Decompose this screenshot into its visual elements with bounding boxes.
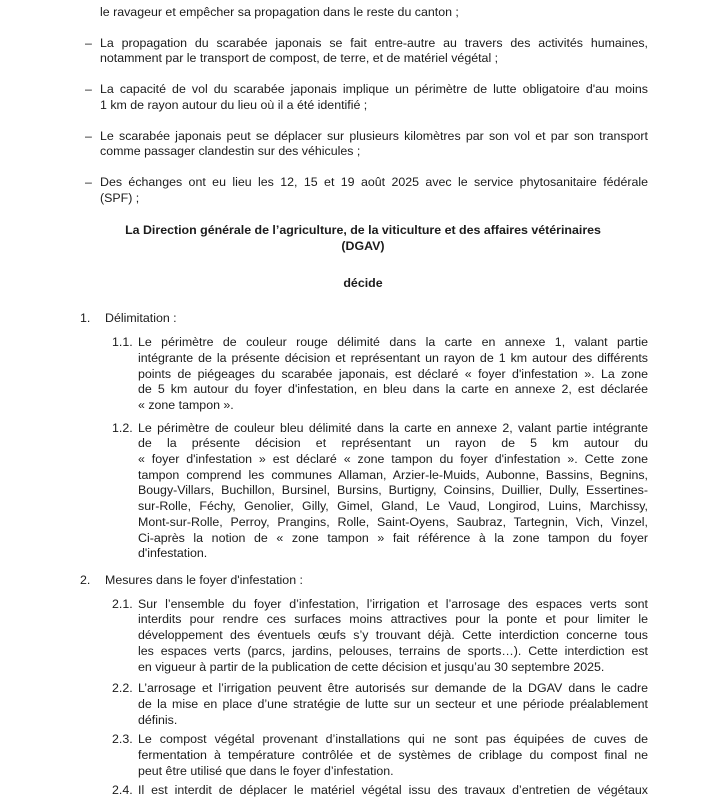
- text-line: L’arrosage et l’irrigation peuvent être autorisés sur demande de la DGAV dans le cadre: [138, 681, 648, 696]
- dash-bullet-marker: –: [85, 128, 92, 143]
- item-number: 2.3.: [112, 732, 133, 747]
- item-number: 2.2.: [112, 681, 133, 696]
- text-line: Le périmètre de couleur bleu délimité dans la carte en annexe 2, valant partie intégrante: [138, 420, 648, 435]
- text-line: fermentation à température contrôlée et de systèmes de criblage du compost final ne: [138, 748, 648, 763]
- text-line: Le compost végétal provenant d’installations qui ne sont pas équipées de cuves de: [138, 732, 648, 747]
- section-heading: [80, 311, 648, 327]
- text-line: (SPF) ;: [100, 190, 140, 205]
- decide-heading: décide: [343, 275, 383, 290]
- text-line: comme passager clandestin sur des véhicules ;: [100, 144, 361, 159]
- bullet-item: [85, 128, 648, 160]
- document-body: [80, 5, 648, 799]
- section-mesures: [80, 572, 648, 799]
- text-line: tampon comprend les communes Allaman, Arzier-le-Muids, Aubonne, Bassins, Begnins,: [138, 467, 648, 482]
- authority-heading: [89, 223, 637, 254]
- text-line: « zone tampon ».: [138, 397, 234, 412]
- text-line: peut être utilisé que dans le foyer d’infestation.: [138, 763, 394, 778]
- text-line: points de piégeages du scarabée japonais, est déclaré « foyer d'infestation ». La zone: [138, 366, 648, 381]
- text-line: de la mise en place d’une stratégie de lutte sur un secteur et une période préalablement: [138, 696, 648, 711]
- subitem-2-2: [112, 681, 648, 728]
- subitem-1-2: [112, 420, 648, 562]
- dash-bullet-marker: –: [85, 174, 92, 189]
- section-number: 2.: [80, 572, 91, 587]
- text-line: définis.: [138, 712, 178, 727]
- section-heading: [80, 572, 648, 589]
- bullet-item: [85, 82, 648, 113]
- text-line: Le périmètre de couleur rouge délimité dans la carte en annexe 1, valant partie: [138, 335, 648, 350]
- subitem-1-1: [112, 335, 648, 414]
- dash-bullet-marker: –: [85, 82, 92, 97]
- subitem-2-4: [112, 783, 648, 799]
- text-line: Il est interdit de déplacer le matériel végétal issu des travaux d’entretien de végétaux: [138, 783, 648, 798]
- subitem-2-1: [112, 596, 648, 676]
- text-line: en vigueur à partir de la publication de cette décision et jusqu’au 30 septembre 2025.: [138, 659, 605, 674]
- bullet-item: [85, 35, 648, 67]
- text-line: Des échanges ont eu lieu les 12, 15 et 19 août 2025 avec le service phytosanitaire fédérale: [100, 174, 648, 189]
- text-line: de la présente décision et représentant un rayon de 5 km autour du: [138, 436, 648, 451]
- item-number: 1.1.: [112, 335, 133, 350]
- text-line: La capacité de vol du scarabée japonais implique un périmètre de lutte obligatoire d'au moins: [100, 82, 648, 97]
- text-line: Le scarabée japonais peut se déplacer sur plusieurs kilomètres par son vol et par son transport: [100, 128, 648, 143]
- item-number: 2.4.: [112, 783, 133, 798]
- text-line: Bougy-Villars, Buchillon, Bursinel, Bursins, Burtigny, Coinsins, Duillier, Dully, Essertines-: [138, 483, 648, 498]
- text-line: les espaces verts (parcs, jardins, pelouses, terrains de sports…). Cette interdiction est: [138, 643, 648, 658]
- text-line: sur-Rolle, Féchy, Genolier, Gilly, Gimel, Gland, Le Vaud, Longirod, Luins, Marchissy,: [138, 499, 648, 514]
- dash-bullet-marker: –: [85, 35, 92, 50]
- text-line: interdits pour rendre ces surfaces moins attractives pour la ponte et pour limiter le: [138, 612, 648, 627]
- item-number: 2.1.: [112, 596, 133, 611]
- text-line: La propagation du scarabée japonais se fait entre-autre au travers des activités humaines,: [100, 35, 648, 50]
- section-delimitation: [80, 311, 648, 562]
- continuation-line: le ravageur et empêcher sa propagation dans le reste du canton ;: [100, 5, 459, 19]
- text-line: Sur l’ensemble du foyer d’infestation, l’irrigation et l’arrosage des espaces verts sont: [138, 596, 648, 611]
- text-line: Mont-sur-Rolle, Perroy, Prangins, Rolle, Saint-Oyens, Saubraz, Tartegnin, Vich, Vinzel,: [138, 514, 648, 529]
- bullet-item: [85, 174, 648, 206]
- text-line: d'infestation.: [138, 546, 208, 561]
- heading-line: La Direction générale de l’agriculture, de la viticulture et des affaires vétérinaires: [125, 223, 601, 238]
- subitem-2-3: [112, 732, 648, 779]
- text-line: 1 km de rayon autour du lieu où il a été identifié ;: [100, 97, 368, 112]
- text-line: intégrante de la présente décision et représentant un rayon de 1 km autour des différents: [138, 350, 648, 365]
- section-title: Mesures dans le foyer d'infestation :: [105, 572, 303, 587]
- heading-line: (DGAV): [341, 239, 385, 254]
- text-line: notamment par le transport de compost, de terre, et de matériel végétal ;: [100, 51, 499, 66]
- section-number: 1.: [80, 311, 91, 326]
- text-line: Ci-après la notion de « zone tampon » fait référence à la zone tampon du foyer: [138, 530, 648, 545]
- text-line: « foyer d'infestation » est déclaré « zone tampon du foyer d'infestation ». Cette zone: [138, 452, 648, 467]
- text-line: développement des éventuels œufs s’y trouvant déjà. Cette interdiction concerne tous: [138, 628, 648, 643]
- item-number: 1.2.: [112, 420, 133, 435]
- section-title: Délimitation :: [105, 311, 177, 326]
- text-line: de 5 km autour du foyer d'infestation, en bleu dans la carte en annexe 2, est déclarée: [138, 382, 648, 397]
